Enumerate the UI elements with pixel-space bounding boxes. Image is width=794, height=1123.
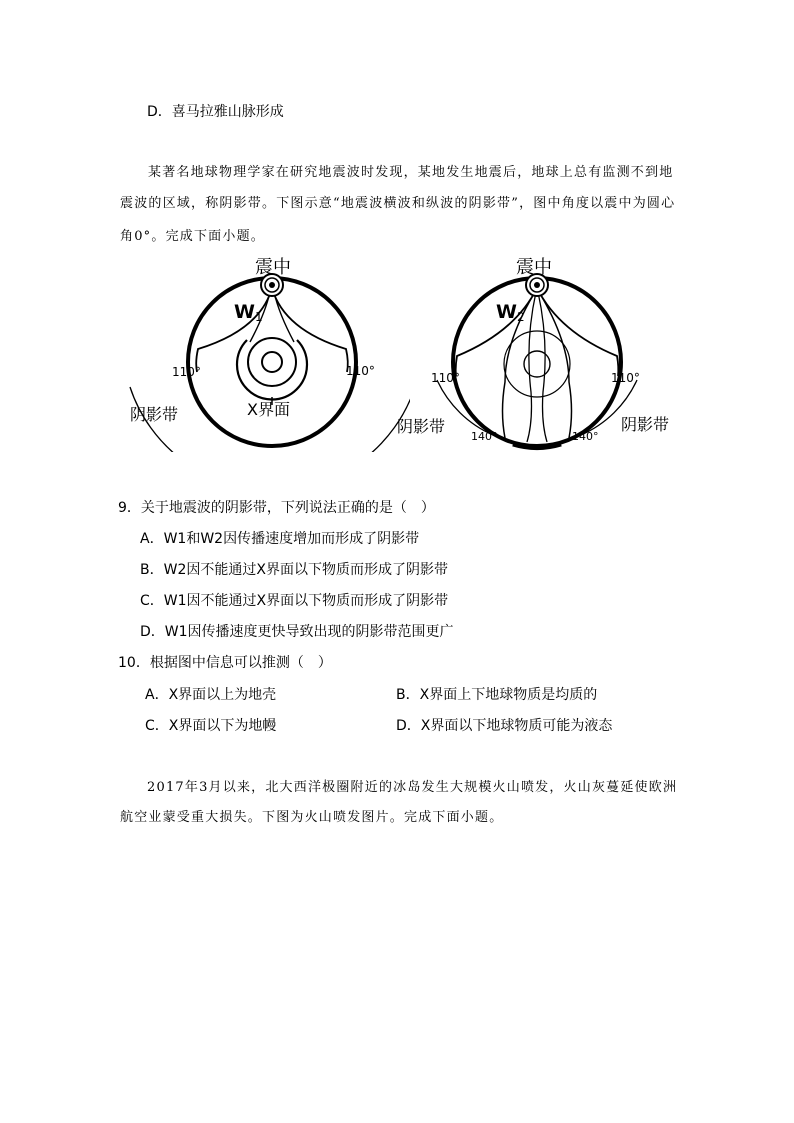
- question-10-option-b: B．X界面上下地球物质是均质的: [396, 687, 598, 703]
- wave-label-w1-subscript: 1: [255, 310, 263, 324]
- inner-core-right: [524, 351, 550, 377]
- inner-core-outer-left: [248, 338, 296, 386]
- outer-core-right: [504, 331, 570, 397]
- angle-label-140-right: 140°: [572, 430, 599, 443]
- p-wave-core-right: [538, 292, 547, 442]
- previous-option-d: D．喜马拉雅山脉形成: [147, 104, 284, 120]
- shadow-zone-label-right-left: 阴影带: [397, 417, 446, 436]
- question-10-stem: 10．根据图中信息可以推测（ ）: [118, 655, 332, 671]
- passage2-line-1: 2017年3月以来，北大西洋极圈附近的冰岛发生大规模火山喷发，火山灰蔓延使欧洲: [147, 780, 678, 795]
- inner-core-left: [262, 352, 282, 372]
- figure-left-seismic-shadow: [120, 252, 410, 452]
- wave-label-w2-subscript: 2: [517, 310, 525, 324]
- epicenter-dot-left: [269, 282, 275, 288]
- shadow-zone-label-left: 阴影带: [130, 405, 179, 424]
- wave-label-w2: W: [496, 301, 517, 323]
- question-10-option-c: C．X界面以下为地幔: [145, 718, 277, 734]
- epicenter-dot-right: [534, 282, 540, 288]
- epicenter-label-left: 震中: [255, 257, 291, 278]
- x-interface-arc-left: [237, 340, 307, 399]
- p-wave-ray-right: [537, 288, 618, 376]
- p-wave-core-left: [527, 292, 536, 442]
- angle-label-110-left: 110°: [172, 365, 201, 379]
- wave-ray-right-outer: [272, 288, 348, 372]
- figure-right-seismic-shadow: [395, 252, 685, 452]
- passage-line-1: 某著名地球物理学家在研究地震波时发现，某地发生地震后，地球上总有监测不到地: [148, 165, 674, 180]
- earth-outline-right: [453, 278, 621, 446]
- question-9-stem: 9．关于地震波的阴影带，下列说法正确的是（ ）: [118, 500, 435, 516]
- shadow-zone-label-right-right: 阴影带: [621, 415, 670, 434]
- epicenter-label-right: 震中: [516, 257, 552, 278]
- question-9-option-c: C．W1因不能通过X界面以下物质而形成了阴影带: [140, 593, 449, 609]
- angle-label-110-right-r: 110°: [611, 371, 640, 385]
- angle-label-110-right: 110°: [346, 364, 375, 378]
- wave-label-w1: W: [234, 301, 255, 323]
- earth-outline-left: [188, 278, 356, 446]
- passage-line-3: 角0°。完成下面小题。: [120, 229, 265, 244]
- angle-label-110-left-r: 110°: [431, 371, 460, 385]
- passage2-line-2: 航空业蒙受重大损失。下图为火山喷发图片。完成下面小题。: [120, 810, 504, 825]
- question-10-option-d: D．X界面以下地球物质可能为液态: [396, 718, 613, 734]
- passage-line-2: 震波的区域，称阴影带。下图示意“地震波横波和纵波的阴影带”，图中角度以震中为圆心: [120, 196, 676, 211]
- question-9-option-d: D．W1因传播速度更快导致出现的阴影带范围更广: [140, 624, 454, 640]
- x-interface-label: X界面: [247, 400, 290, 419]
- question-10-option-a: A．X界面以上为地壳: [145, 687, 277, 703]
- angle-label-140-left: 140°: [471, 430, 498, 443]
- question-9-option-a: A．W1和W2因传播速度增加而形成了阴影带: [140, 531, 420, 547]
- question-9-option-b: B．W2因不能通过X界面以下物质而形成了阴影带: [140, 562, 448, 578]
